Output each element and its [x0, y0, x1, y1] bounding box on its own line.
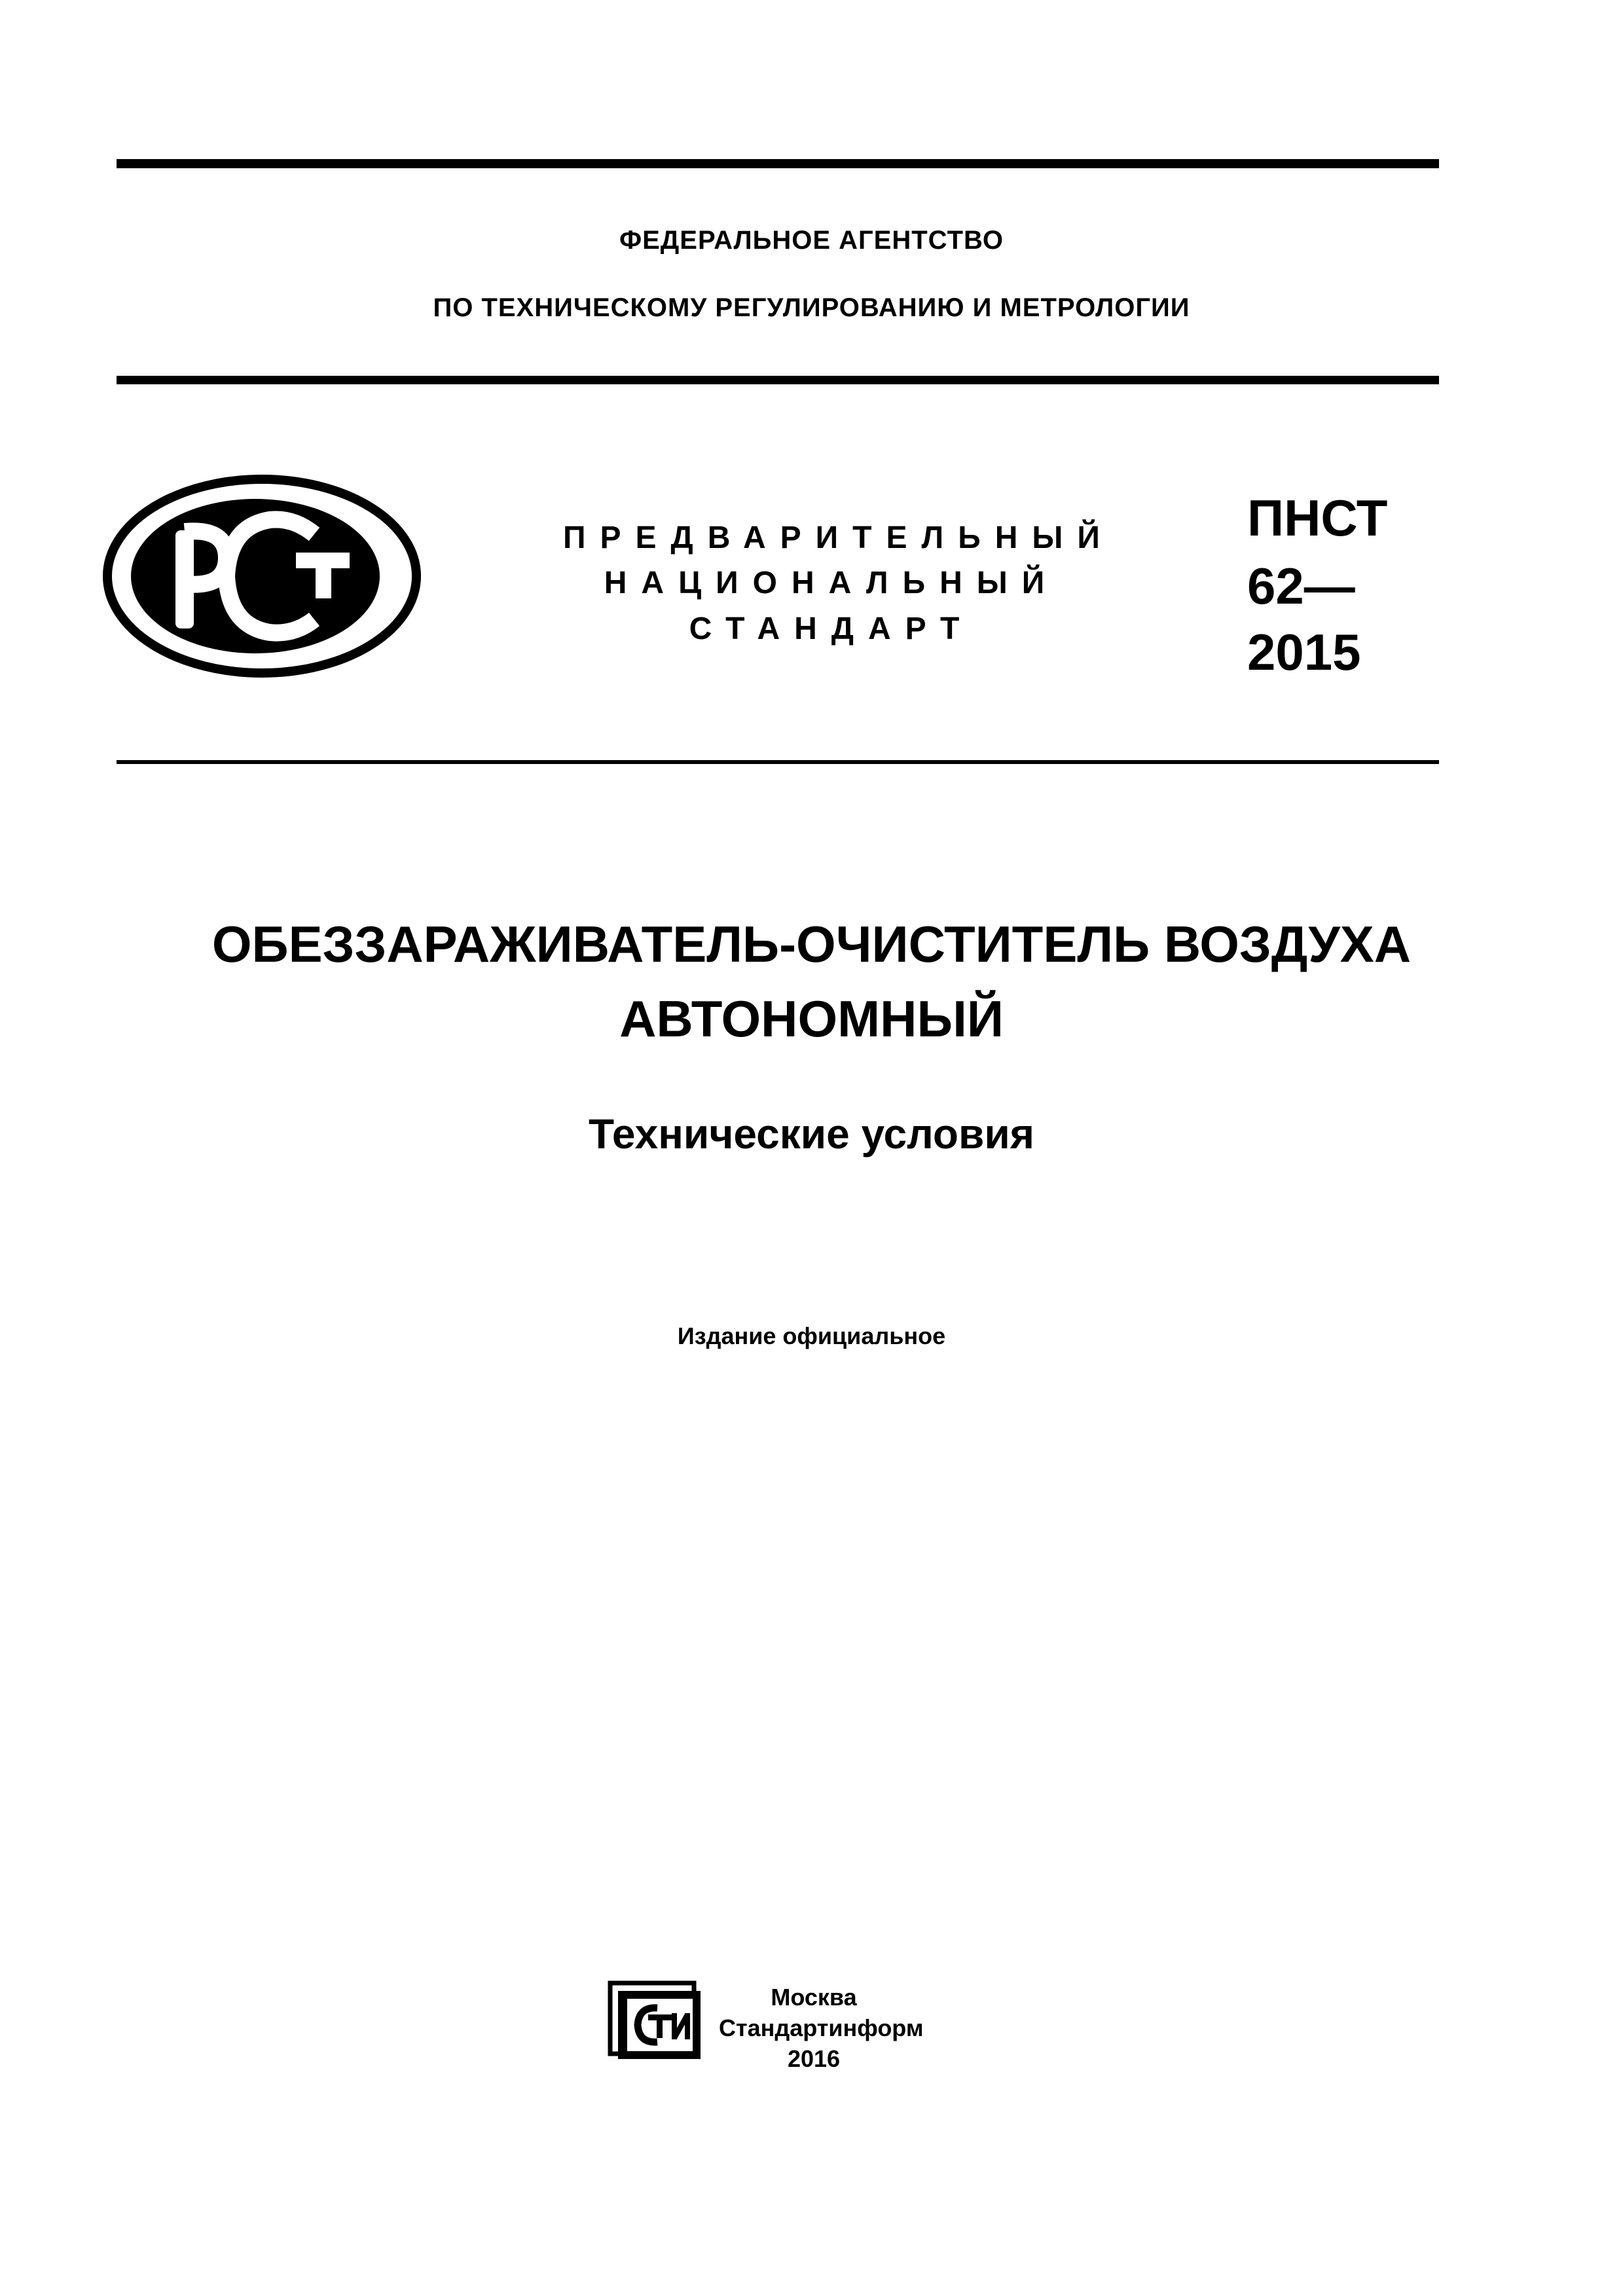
sti-logo-icon: [608, 1980, 706, 2062]
agency-line-2: ПО ТЕХНИЧЕСКОМУ РЕГУЛИРОВАНИЮ И МЕТРОЛОГИИ: [433, 293, 1190, 322]
middle-rule: [117, 376, 1439, 384]
designation-year: 2015: [1247, 623, 1361, 681]
top-rule: [117, 159, 1439, 168]
standard-kind-line-2: НАЦИОНАЛЬНЫЙ: [604, 566, 1059, 600]
rst-logo-icon: [98, 471, 426, 681]
designation-prefix: ПНСТ: [1247, 489, 1388, 547]
document-subtitle: Технические условия: [588, 1110, 1035, 1157]
standard-kind-line-3: СТАНДАРТ: [689, 611, 974, 646]
publisher-city: Москва: [771, 1984, 857, 2011]
designation-number: 62—: [1247, 557, 1355, 615]
document-title-line-2: АВТОНОМНЫЙ: [619, 990, 1004, 1048]
thin-rule: [117, 760, 1439, 764]
edition-label: Издание официальное: [677, 1322, 946, 1349]
publisher-year: 2016: [787, 2045, 841, 2072]
standard-kind-line-1: ПРЕДВАРИТЕЛЬНЫЙ: [563, 520, 1114, 555]
publisher-name: Стандартинформ: [719, 2014, 924, 2041]
agency-line-1: ФЕДЕРАЛЬНОЕ АГЕНТСТВО: [619, 226, 1004, 255]
document-title-line-1: ОБЕЗЗАРАЖИВАТЕЛЬ-ОЧИСТИТЕЛЬ ВОЗДУХА: [211, 915, 1412, 973]
